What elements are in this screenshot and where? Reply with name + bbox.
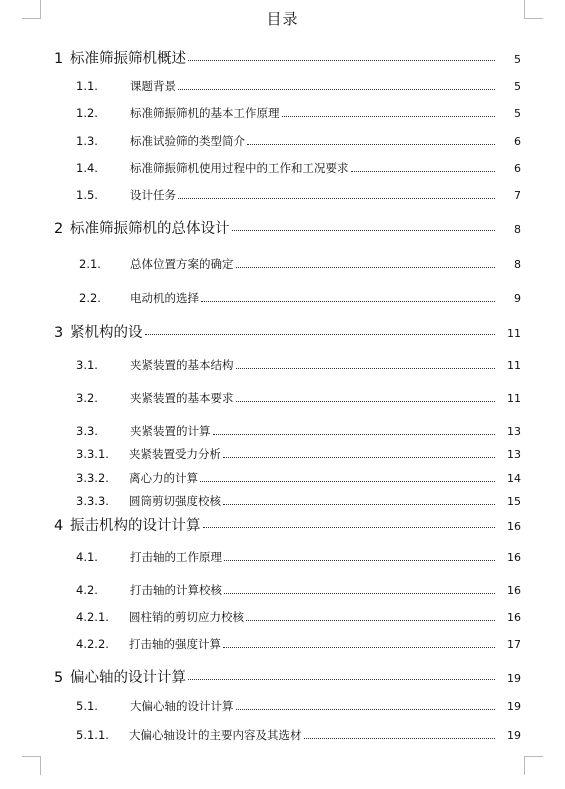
toc-entry[interactable] [0, 549, 565, 565]
toc-leader [247, 144, 495, 145]
toc-entry[interactable] [0, 423, 565, 439]
toc-page: 19 [507, 729, 521, 742]
toc-text: 夹紧装置的基本要求 [130, 391, 234, 405]
toc-text: 夹紧装置受力分析 [129, 447, 221, 461]
toc-number: 3.2. [76, 391, 98, 405]
toc-page: 5 [514, 53, 521, 66]
toc-number: 4.2.1. [76, 610, 109, 624]
toc-number: 1.3. [76, 134, 98, 148]
toc-text: 离心力的计算 [129, 471, 198, 485]
toc-entry[interactable] [0, 133, 565, 149]
toc-entry[interactable] [0, 493, 565, 509]
toc-number: 4 [54, 518, 64, 534]
toc-entry[interactable] [0, 78, 565, 94]
toc-number: 1.2. [76, 106, 98, 120]
toc-entry[interactable] [0, 582, 565, 598]
toc-entry[interactable] [0, 514, 565, 535]
toc-text: 偏心轴的设计计算 [70, 670, 186, 686]
toc-number: 5.1.1. [76, 728, 109, 742]
toc-page: 16 [507, 520, 521, 533]
toc-page: 16 [507, 611, 521, 624]
toc-text: 设计任务 [130, 188, 176, 202]
toc-entry[interactable] [0, 290, 565, 306]
toc-text: 标准筛振筛机概述 [70, 51, 186, 67]
toc-entry[interactable] [0, 187, 565, 203]
toc-entry[interactable] [0, 105, 565, 121]
toc-number: 3.3.1. [76, 447, 109, 461]
toc-text: 大偏心轴的设计计算 [130, 699, 234, 713]
toc-entry[interactable] [0, 727, 565, 743]
toc-number: 4.2. [76, 583, 98, 597]
toc-entry[interactable] [0, 217, 565, 238]
toc-leader [236, 368, 496, 369]
toc-number: 1 [54, 51, 64, 67]
toc-number: 5 [54, 670, 64, 686]
toc-text: 总体位置方案的确定 [130, 257, 234, 271]
toc-text: 打击轴的计算校核 [130, 583, 222, 597]
toc-leader [178, 198, 495, 199]
toc-leader [246, 620, 495, 621]
toc-text: 打击轴的工作原理 [130, 550, 222, 564]
toc-number: 3.1. [76, 358, 98, 372]
toc-entry[interactable] [0, 160, 565, 176]
toc-leader [351, 171, 496, 172]
toc-text: 夹紧装置的基本结构 [130, 358, 234, 372]
toc-leader [203, 527, 496, 528]
toc-leader [223, 504, 495, 505]
toc-number: 2.1. [79, 257, 101, 271]
toc-page: 11 [507, 392, 521, 405]
toc-number: 2 [54, 221, 64, 237]
toc-text: 紧机构的设 [70, 325, 143, 341]
toc-page: 9 [514, 292, 521, 305]
toc-text: 夹紧装置的计算 [130, 424, 211, 438]
toc-number: 4.2.2. [76, 637, 109, 651]
toc-entry[interactable] [0, 357, 565, 373]
toc-number: 1.5. [76, 188, 98, 202]
toc-text: 圆柱销的剪切应力校核 [129, 610, 244, 624]
toc-leader [223, 457, 495, 458]
toc-page: 16 [507, 551, 521, 564]
toc-leader [282, 116, 496, 117]
toc-leader [188, 679, 495, 680]
toc-leader [201, 301, 495, 302]
toc-leader [145, 334, 496, 335]
toc-text: 标准筛振筛机的总体设计 [70, 221, 230, 237]
toc-entry[interactable] [0, 666, 565, 687]
toc-page: 8 [514, 223, 521, 236]
toc-entry[interactable] [0, 390, 565, 406]
toc-text: 电动机的选择 [130, 291, 199, 305]
toc-leader [236, 267, 496, 268]
toc-leader [178, 89, 495, 90]
toc-page: 6 [514, 135, 521, 148]
toc-number: 3.3.2. [76, 471, 109, 485]
toc-number: 3.3. [76, 424, 98, 438]
toc-text: 打击轴的强度计算 [129, 637, 221, 651]
toc-page: 11 [507, 327, 521, 340]
toc-page: 6 [514, 162, 521, 175]
toc-page: 15 [507, 495, 521, 508]
toc-page: 19 [507, 672, 521, 685]
toc-leader [213, 434, 496, 435]
toc-entry[interactable] [0, 609, 565, 625]
toc-page: 13 [507, 425, 521, 438]
toc-leader [232, 230, 496, 231]
toc-number: 2.2. [79, 291, 101, 305]
toc-page: 19 [507, 700, 521, 713]
toc-entry[interactable] [0, 470, 565, 486]
toc-leader [188, 60, 495, 61]
toc-page: 5 [514, 80, 521, 93]
toc-page: 16 [507, 584, 521, 597]
toc-entry[interactable] [0, 636, 565, 652]
toc-text: 振击机构的设计计算 [70, 518, 201, 534]
toc-leader [200, 481, 495, 482]
toc-entry[interactable] [0, 47, 565, 68]
toc-page: 7 [514, 189, 521, 202]
toc-text: 大偏心轴设计的主要内容及其选材 [129, 728, 302, 742]
toc-page: 17 [507, 638, 521, 651]
toc-leader [236, 709, 496, 710]
toc-number: 5.1. [76, 699, 98, 713]
toc-page: 8 [514, 258, 521, 271]
toc-number: 4.1. [76, 550, 98, 564]
toc-leader [224, 560, 495, 561]
toc-leader [223, 647, 495, 648]
toc-page: 14 [507, 472, 521, 485]
toc-page: 11 [507, 359, 521, 372]
toc-text: 课题背景 [130, 79, 176, 93]
toc-page: 13 [507, 448, 521, 461]
toc-leader [224, 593, 495, 594]
toc-number: 1.1. [76, 79, 98, 93]
toc-number: 3.3.3. [76, 494, 109, 508]
toc-entry[interactable] [0, 446, 565, 462]
toc-text: 标准筛振筛机的基本工作原理 [130, 106, 280, 120]
toc-text: 圆筒剪切强度校核 [129, 494, 221, 508]
toc-text: 标准试验筛的类型简介 [130, 134, 245, 148]
toc-entry[interactable] [0, 321, 565, 342]
toc-text: 标准筛振筛机使用过程中的工作和工况要求 [130, 161, 349, 175]
toc-entry[interactable] [0, 698, 565, 714]
toc-leader [304, 738, 496, 739]
page-title: 目录 [266, 10, 299, 28]
toc-leader [236, 401, 496, 402]
toc-number: 3 [54, 325, 64, 341]
toc-number: 1.4. [76, 161, 98, 175]
toc-entry[interactable] [0, 256, 565, 272]
toc-page: 5 [514, 107, 521, 120]
